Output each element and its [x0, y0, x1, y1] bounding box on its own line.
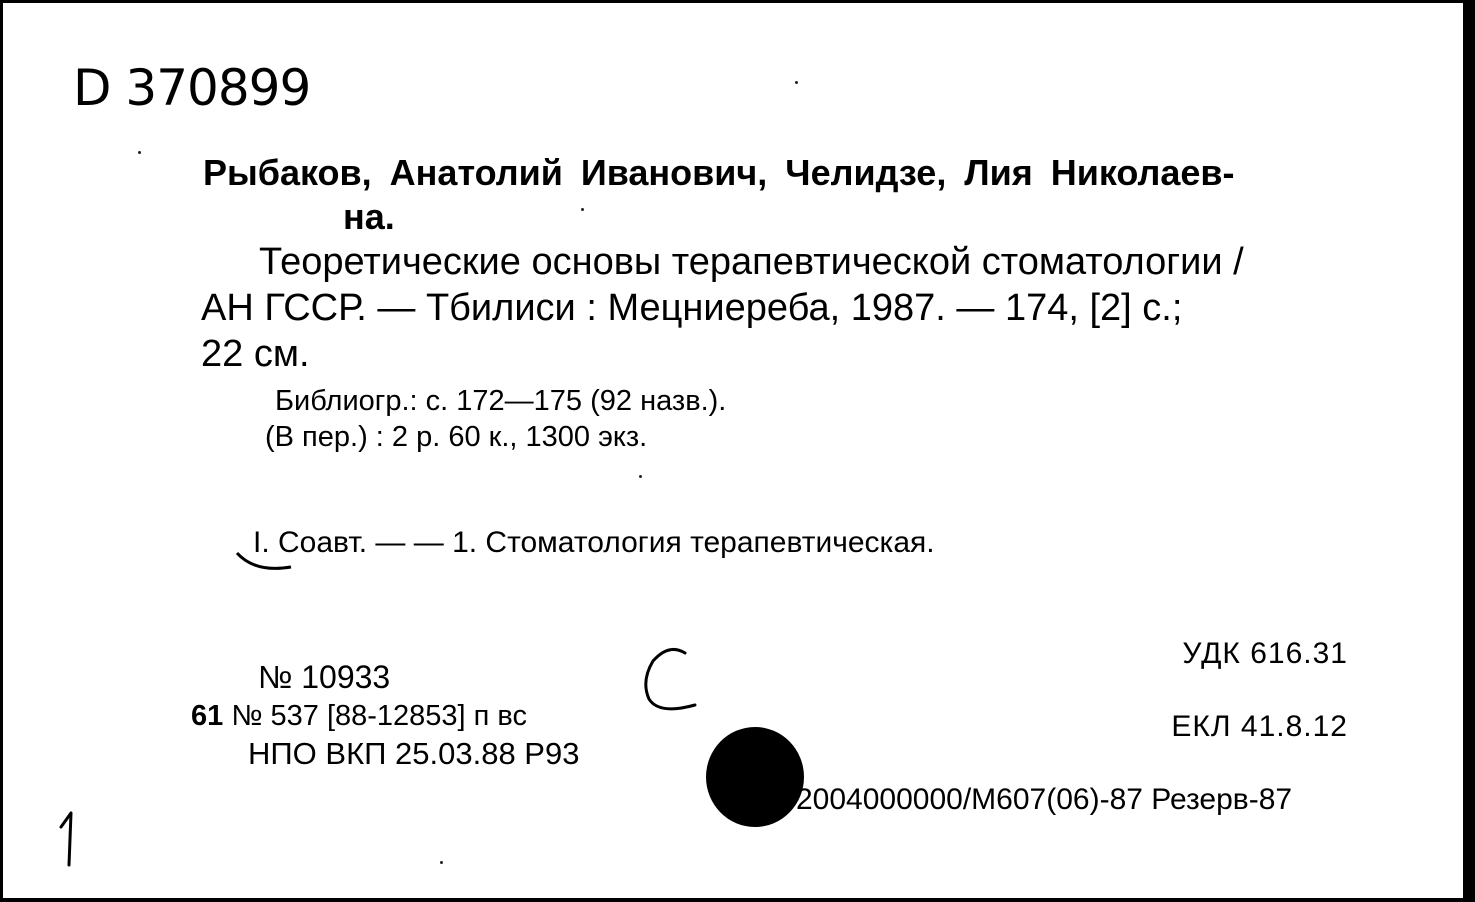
- order-prefix: 61: [191, 700, 224, 732]
- speck: [138, 151, 141, 154]
- npo-line: НПО ВКП 25.03.88 Р93: [248, 736, 580, 771]
- tracing-underline-mark: [235, 539, 295, 579]
- speck: [639, 475, 642, 478]
- speck: [795, 81, 798, 84]
- handwritten-c-mark: [639, 643, 701, 719]
- catalog-number: D 370899: [73, 59, 311, 117]
- registration-number: № 10933: [258, 659, 391, 695]
- price-note: (В пер.) : 2 р. 60 к., 1300 экз.: [265, 421, 648, 453]
- order-rest: № 537 [88-12853] п вс: [231, 700, 528, 732]
- tracings: I. Соавт. — — 1. Стоматология терапевтическая.: [253, 526, 935, 559]
- speck: [581, 208, 584, 211]
- udc-code: УДК 616.31: [1182, 637, 1348, 670]
- title-block: [201, 239, 1371, 377]
- authors-line-1: Рыбаков, Анатолий Иванович, Челидзе, Лия Николаев-: [203, 152, 1235, 193]
- handwritten-one-mark: [55, 809, 85, 869]
- speck: [440, 861, 443, 864]
- order-line: [191, 700, 527, 733]
- code-line: 2004000000/М607(06)-87 Резерв-87: [796, 783, 1293, 816]
- punch-hole: [706, 727, 804, 827]
- title-line-3: 22 см.: [201, 333, 310, 375]
- title-line-1: Теоретические основы терапевтической стоматологии /: [259, 241, 1244, 283]
- bibliography-note: Библиогр.: с. 172—175 (92 назв.).: [275, 385, 727, 417]
- title-line-2: АН ГССР. — Тбилиси : Мецниереба, 1987. — 174, [2] с.;: [201, 287, 1183, 329]
- authors-line-2: на.: [343, 196, 395, 237]
- ekl-code: ЕКЛ 41.8.12: [1171, 710, 1348, 743]
